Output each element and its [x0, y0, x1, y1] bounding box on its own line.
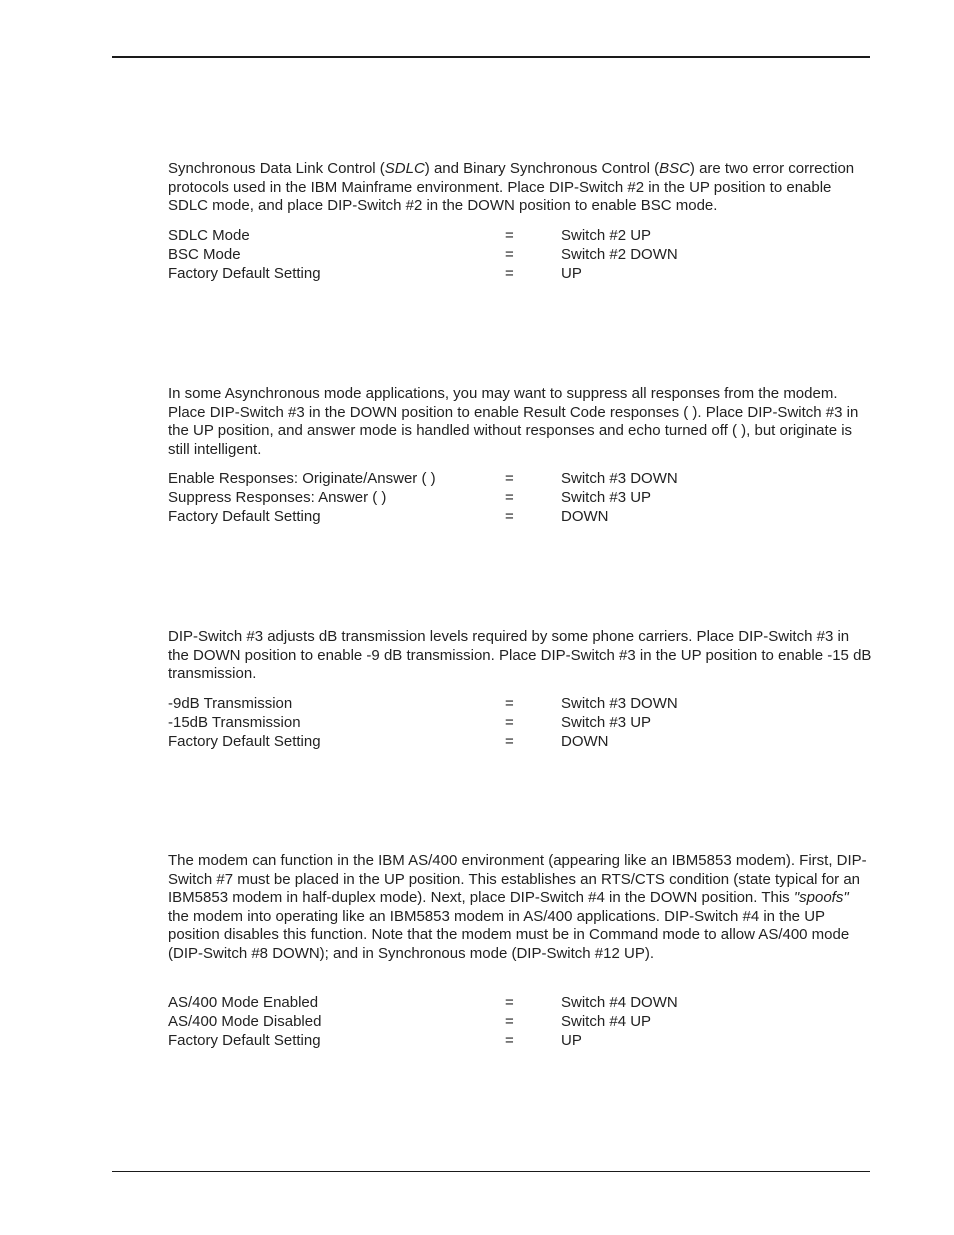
db-transmission-paragraph: DIP-Switch #3 adjusts dB transmission levels required by some phone carriers. Place DIP-Switch #3 in the DOWN position to enable -9 dB transmission. Place DIP-Switch #3 in the UP position to enable -15 dB transmission. [168, 628, 872, 683]
header-rule [112, 56, 870, 58]
as400-paragraph: The modem can function in the IBM AS/400 environment (appearing like an IBM5853 modem). First, DIP-Switch #7 must be placed in the UP position. This establishes an RTS/CTS condition (state typical for an IBM5853 modem in half-duplex mode). Next, place DIP-Switch #4 in the DOWN position. This "spoofs" the modem into operating like an IBM5853 modem in AS/400 applications. DIP-Switch #4 in the UP position disables this function. Note that the modem must be in Command mode to allow AS/400 mode (DIP-Switch #8 DOWN); and in Synchronous mode (DIP-Switch #12 UP). [168, 852, 867, 962]
result-codes-paragraph: In some Asynchronous mode applications, you may want to suppress all responses from the modem. Place DIP-Switch #3 in the DOWN position to enable Result Code responses ( ). Place DIP-Switch #3 in the UP position, and answer mode is handled without responses and echo turned off ( ), but originate is still intelligent. [168, 385, 859, 458]
sdlc-bsc-paragraph: Synchronous Data Link Control (SDLC) and Binary Synchronous Control (BSC) are two error correction protocols used in the IBM Mainframe environment. Place DIP-Switch #2 in the UP position to enable SDLC mode, and place DIP-Switch #2 in the DOWN position to enable BSC mode. [168, 160, 855, 215]
footer-rule [112, 1171, 870, 1172]
